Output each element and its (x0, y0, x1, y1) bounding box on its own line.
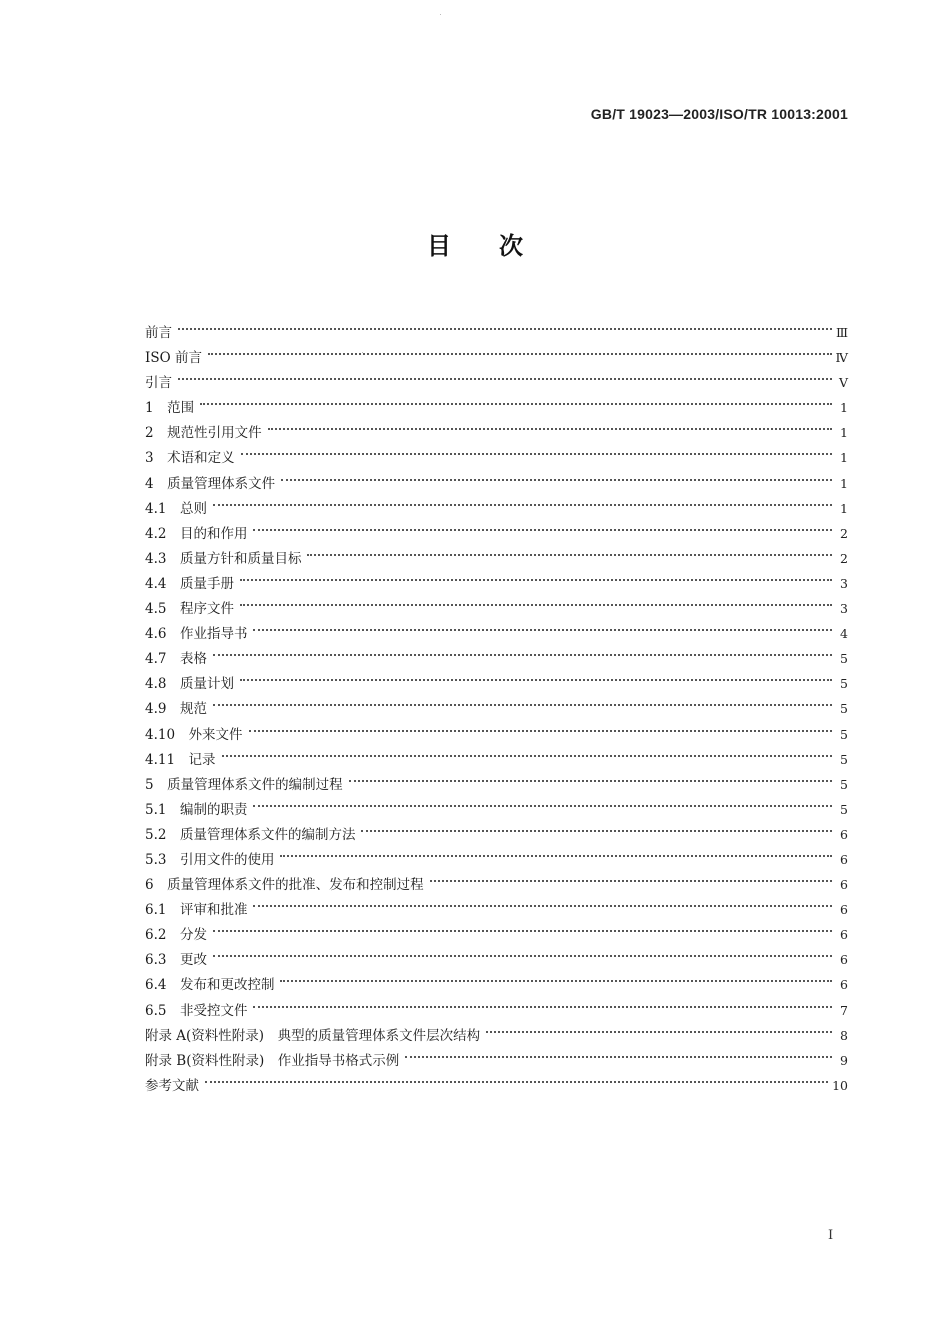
toc-entry[interactable] (145, 588, 848, 618)
scan-speck (362, 352, 363, 353)
toc-entry[interactable] (145, 688, 848, 718)
toc-entry-page: 6 (840, 851, 848, 867)
standard-code: GB/T 19023—2003/ISO/TR 10013:2001 (590, 106, 848, 122)
table-of-contents (145, 312, 848, 1094)
dot-leader (403, 1040, 836, 1065)
toc-entry-page: 8 (840, 1027, 848, 1043)
toc-entry-page: 5 (840, 651, 848, 667)
toc-entry-label: 5.2 质量管理体系文件的编制方法 (145, 826, 356, 843)
toc-entry[interactable] (145, 412, 848, 442)
toc-entry-page: 1 (840, 500, 848, 516)
toc-entry[interactable] (145, 488, 848, 517)
toc-entry[interactable] (145, 939, 848, 969)
dot-leader (359, 814, 836, 839)
dot-leader (239, 437, 836, 462)
dot-leader (211, 488, 836, 513)
toc-entry[interactable] (145, 437, 848, 467)
toc-entry-label: 6.2 分发 (145, 927, 207, 944)
toc-entry-label: 6 质量管理体系文件的批准、发布和控制过程 (145, 877, 424, 894)
toc-entry-page: 1 (840, 475, 848, 491)
toc-entry-label: 6.4 发布和更改控制 (145, 977, 275, 994)
dot-leader (211, 939, 836, 964)
toc-entry[interactable] (145, 563, 848, 592)
toc-entry[interactable] (145, 337, 848, 367)
page-number: I (828, 1228, 834, 1243)
toc-entry[interactable] (145, 764, 848, 793)
dot-leader (247, 714, 836, 739)
toc-entry-label: 4.5 程序文件 (145, 601, 234, 618)
scan-speck (440, 14, 441, 15)
toc-entry[interactable] (145, 964, 848, 994)
toc-entry[interactable] (145, 1065, 848, 1094)
toc-entry-label: ISO 前言 (145, 350, 202, 367)
toc-entry-label: 4.1 总则 (145, 500, 207, 517)
dot-leader (198, 387, 836, 412)
dot-leader (220, 739, 836, 764)
dot-leader (176, 362, 836, 387)
dot-leader (251, 990, 836, 1015)
toc-entry[interactable] (145, 387, 848, 417)
toc-entry-label: 6.1 评审和批准 (145, 902, 248, 919)
toc-entry-page: Ⅳ (835, 350, 848, 366)
toc-entry-label: 4.8 质量计划 (145, 676, 234, 693)
toc-entry-page: 5 (840, 701, 848, 717)
dot-leader (347, 764, 836, 789)
toc-entry-page: 5 (840, 726, 848, 742)
toc-entry-page: 3 (840, 575, 848, 591)
toc-entry-page: 7 (840, 1002, 848, 1018)
toc-entry[interactable] (145, 513, 848, 542)
toc-entry-label: 4.4 质量手册 (145, 575, 234, 592)
toc-entry-page: 6 (840, 952, 848, 968)
toc-entry-label: 4.10 外来文件 (145, 726, 243, 743)
dot-leader (484, 1015, 836, 1040)
toc-entry-label: 4.9 规范 (145, 701, 207, 718)
toc-entry-page: 6 (840, 902, 848, 918)
toc-entry-label: 5.3 引用文件的使用 (145, 851, 275, 868)
toc-entry-label: 前言 (145, 325, 172, 341)
dot-leader (266, 412, 836, 437)
toc-entry-page: 5 (840, 776, 848, 792)
toc-entry-page: 3 (840, 601, 848, 617)
toc-entry-label: 2 规范性引用文件 (145, 425, 262, 442)
toc-entry-page: 1 (840, 400, 848, 416)
toc-entry[interactable] (145, 914, 848, 944)
dot-leader (211, 688, 836, 713)
toc-entry[interactable] (145, 362, 848, 392)
toc-entry[interactable] (145, 714, 848, 743)
toc-entry-page: 2 (840, 550, 848, 566)
toc-entry-label: 4.3 质量方针和质量目标 (145, 550, 302, 567)
dot-leader (251, 789, 836, 814)
dot-leader (238, 563, 836, 588)
dot-leader (206, 337, 836, 362)
toc-entry[interactable] (145, 663, 848, 693)
dot-leader (278, 839, 836, 864)
toc-entry-label: 4.2 目的和作用 (145, 525, 248, 542)
dot-leader (279, 463, 836, 488)
toc-entry-label: 附录 B(资料性附录) 作业指导书格式示例 (145, 1052, 400, 1069)
toc-entry-label: 参考文献 (145, 1077, 199, 1094)
toc-entry-page: Ⅴ (838, 375, 848, 391)
toc-entry-page: 6 (840, 826, 848, 842)
dot-leader (176, 312, 836, 337)
toc-entry-page: 10 (832, 1077, 848, 1093)
dot-leader (251, 613, 836, 638)
dot-leader (428, 864, 836, 889)
dot-leader (278, 964, 836, 989)
dot-leader (251, 513, 836, 538)
toc-entry-label: 4.11 记录 (145, 751, 216, 768)
toc-entry-page: 6 (840, 877, 848, 893)
toc-entry-label: 5.1 编制的职责 (145, 801, 248, 818)
dot-leader (238, 588, 836, 613)
toc-entry-page: 5 (840, 676, 848, 692)
toc-entry[interactable] (145, 638, 848, 668)
toc-entry-page: 2 (840, 525, 848, 541)
toc-entry-page: Ⅲ (835, 325, 848, 340)
toc-entry-label: 6.3 更改 (145, 952, 207, 969)
toc-entry-page: 6 (840, 927, 848, 943)
toc-entry-page: 5 (840, 801, 848, 817)
page-title: 目次 (427, 232, 571, 260)
dot-leader (305, 538, 836, 563)
toc-entry-page: 5 (840, 751, 848, 767)
toc-entry-label: 5 质量管理体系文件的编制过程 (145, 776, 343, 793)
toc-entry-label: 4.6 作业指导书 (145, 626, 248, 643)
toc-entry-label: 3 术语和定义 (145, 450, 235, 467)
toc-entry-label: 4.7 表格 (145, 651, 207, 668)
toc-entry-label: 附录 A(资料性附录) 典型的质量管理体系文件层次结构 (145, 1027, 481, 1044)
dot-leader (211, 914, 836, 939)
toc-entry[interactable] (145, 613, 848, 643)
toc-entry[interactable] (145, 463, 848, 492)
dot-leader (203, 1065, 832, 1090)
toc-entry-label: 引言 (145, 375, 172, 392)
toc-entry-page: 9 (840, 1052, 848, 1068)
toc-entry[interactable] (145, 739, 848, 768)
toc-entry-page: 4 (840, 626, 848, 642)
dot-leader (211, 638, 836, 663)
dot-leader (238, 663, 836, 688)
toc-entry-page: 1 (840, 450, 848, 466)
toc-entry[interactable] (145, 312, 848, 341)
toc-entry-label: 1 范围 (145, 400, 195, 417)
dot-leader (251, 889, 836, 914)
toc-entry-label: 4 质量管理体系文件 (145, 475, 276, 492)
toc-entry-page: 6 (840, 977, 848, 993)
toc-entry-page: 1 (840, 425, 848, 441)
toc-entry-label: 6.5 非受控文件 (145, 1002, 248, 1019)
